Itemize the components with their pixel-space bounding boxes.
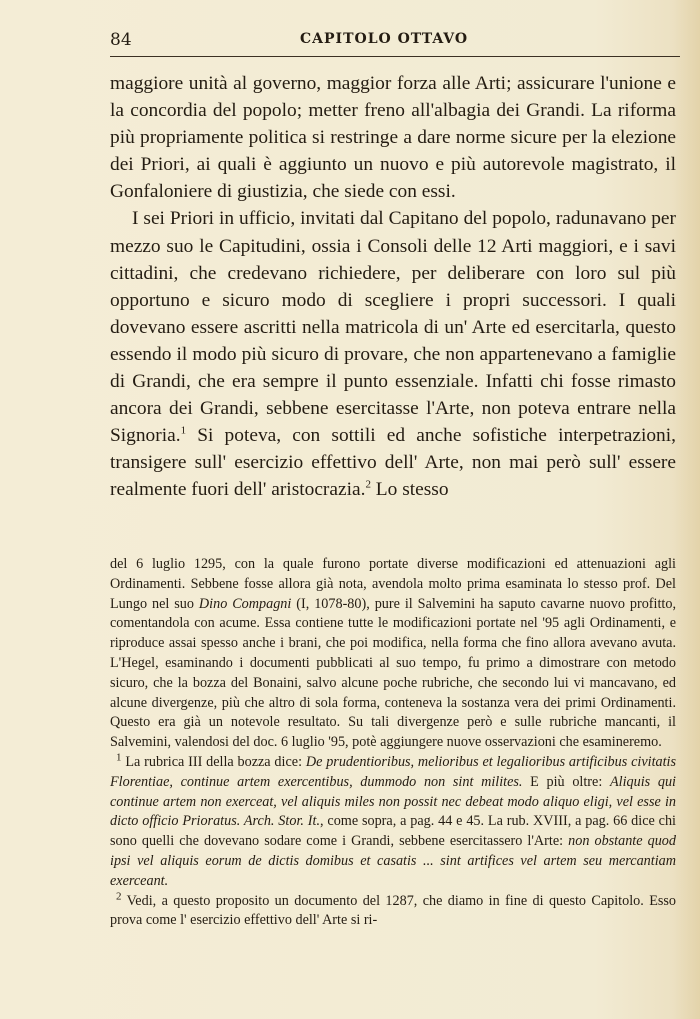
paragraph-1: maggiore unità al governo, maggior forza alle Arti; assicurare l'unione e la concordia del popolo; metter freno all'albagia dei Grandi. La riforma più propriamente politica si restringe a dare norme sicure per la elezione dei Priori, ai quali è aggiunto un nuovo e più autorevole magistrato, il Gonfaloniere di giustizia, che siede con essi. [110, 73, 676, 203]
footnote-1-text-c: , come sopra, a pag. 44 e 45. La rub. XVIII, a pag. 66 dice chi sono quelli che dovevano sodare come i Grandi, sebbene esercitassero l'Arte: [110, 813, 676, 850]
footnote-1-text-a: La rubrica III della bozza dice: [121, 753, 306, 770]
footnote-1-quote-3: non obstante quod ipsi vel aliquis eorum de dictis domibus et casatis ... sint artifices vel artem seu mercantiam exerceant. [110, 833, 676, 889]
footnote-continuation [110, 555, 676, 753]
page-number: 84 [110, 30, 132, 50]
footnote-continuation-text-b: (I, 1078-80), pure il Salvemini ha saputo cavarne nuovo profitto, comentandola con acume. Essa contiene tutte le modificazioni portate nel '95 agli Ordinamenti, e riproduce assai spesso anche i brani, che poi modifica, nella forma che fino allora avevano avuta. L'Hegel, esaminando i documenti pubblicati al suo tempo, fu primo a dimostrare con metodo sicuro, che la bozza del Bonaini, salvo alcune poche rubriche, che secondo lui vi mancavano, ed alcune divergenze, più che altro di sola forma, conteneva la sostanza vera dei primi Ordinamenti. Questo era già un notevole resultato. Su tali divergenze però e sulle rubriche mancanti, il Salvemini, valendosi del doc. 6 luglio '95, potè aggiungere nuove osservazioni che esamineremo. [110, 595, 676, 751]
paragraph-2-part-a: I sei Priori in ufficio, invitati dal Capitano del popolo, radunavano per mezzo suo le Capitudini, ossia i Consoli delle 12 Arti maggiori, e i savi cittadini, che credevano richiedere, per deliberare con loro sul più opportuno e sicuro modo di scegliere i propri successori. I quali dovevano essere ascritti nella matricola di un' Arte ed esercitarla, questo essendo il modo più sicuro di provare, che non appartenevano a famiglie di Grandi, che era sempre il punto essenziale. Infatti chi fosse rimasto ancora dei Grandi, sebbene esercitasse l'Arte, non poteva entrare nella Signoria. [110, 208, 676, 447]
footnote-1-quote-1: De prudentioribus, melioribus et legalioribus artificibus civitatis Florentiae, continue artem exercentibus, dummodo non sint milites. [110, 753, 677, 790]
footnote-1-marker: 1 [116, 751, 122, 764]
header-rule [110, 56, 680, 57]
footnote-1 [110, 753, 676, 892]
footnote-continuation-title: Dino Compagni [198, 595, 292, 612]
main-text [110, 70, 676, 504]
footnote-1-text-b: E più oltre: [522, 773, 610, 790]
paragraph-2-part-b: Si poteva, con sottili ed anche sofistiche interpetrazioni, transigere sull' esercizio effettivo dell' Arte, non mai però sull' essere realmente fuori dell' aristocrazia. [110, 425, 676, 501]
paragraph-2 [110, 205, 676, 503]
footnote-2 [110, 889, 676, 932]
footnote-ref-2: 2 [365, 478, 371, 491]
page-header [110, 28, 680, 52]
footnote-continuation-text-a: del 6 luglio 1295, con la quale furono portate diverse modificazioni ed attenuazioni agli Ordinamenti. Sebbene fosse allora già nota, avendola molto prima esaminata lo stesso prof. Del Lungo nel suo [110, 556, 676, 612]
footnotes [110, 555, 676, 931]
footnote-1-quote-2: Aliquis qui continue artem non exerceat, vel aliquis miles non possit nec debeat modo aliquo eligi, vel esse in dicto officio Prioratus. Arch. Stor. It. [110, 773, 676, 830]
footnote-2-marker: 2 [116, 889, 122, 902]
running-head: CAPITOLO OTTAVO [300, 31, 469, 47]
footnote-ref-1: 1 [180, 424, 187, 437]
paragraph-2-part-c: Lo stesso [370, 479, 449, 501]
footnote-2-text: Vedi, a questo proposito un documento del 1287, che diamo in fine di questo Capitolo. Esso prova come l' esercizio effettivo dell' Arte si ri- [110, 892, 676, 929]
